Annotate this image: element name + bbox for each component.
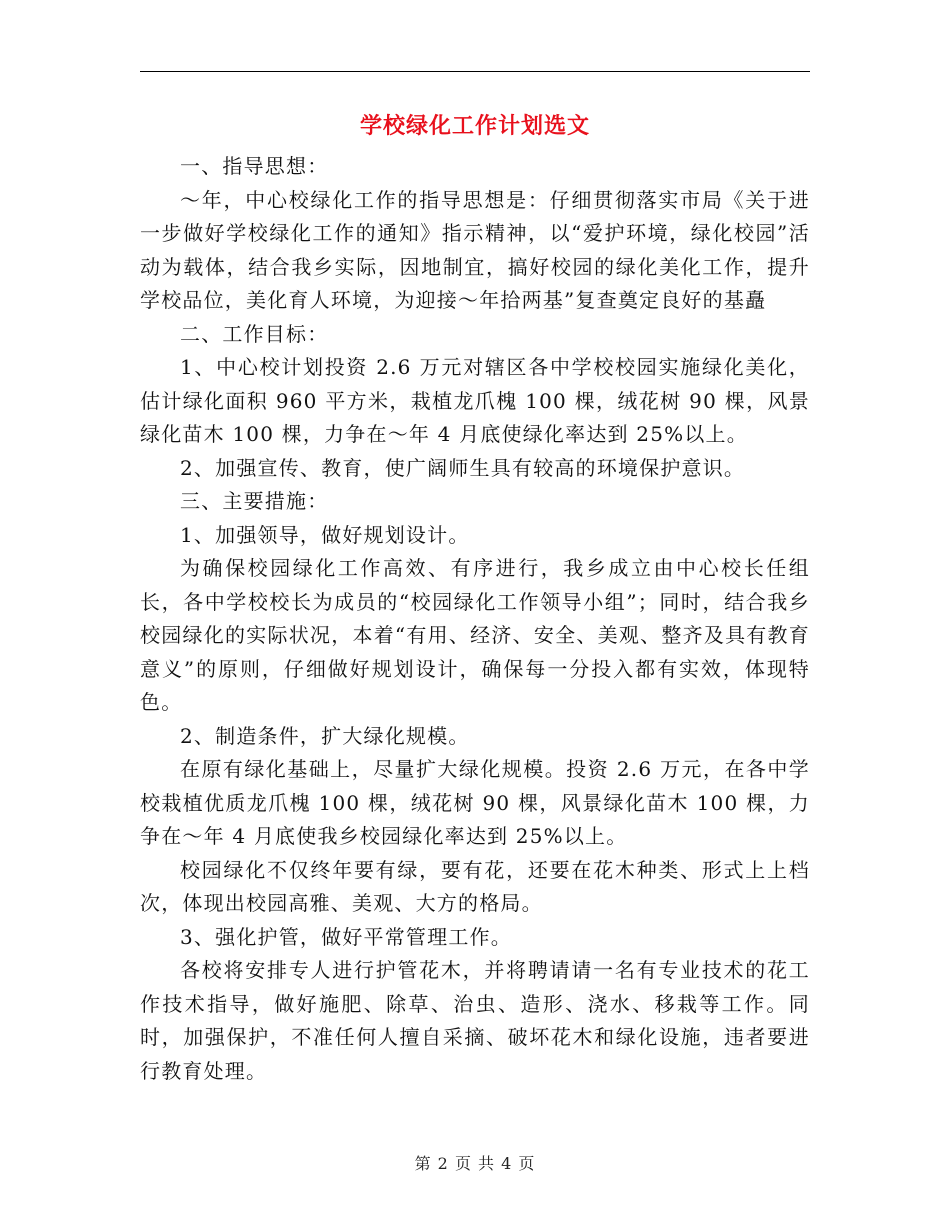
document-body [140,150,810,1088]
page-footer: 第 2 页 共 4 页 [414,1154,536,1173]
paragraph-goal-1: 1、中心校计划投资 2.6 万元对辖区各中学校校园实施绿化美化，估计绿化面积 960 平方米，栽植龙爪槐 100 棵，绒花树 90 棵，风景绿化苗木 100 棵，力争在～年 4 月底使绿化率达到 25%以上。 [140,355,810,446]
section-heading-work-goals: 二、工作目标： [180,321,329,346]
paragraph-measure-2b: 校园绿化不仅终年要有绿，要有花，还要在花木种类、形式上上档次，体现出校园高雅、美观、大方的格局。 [140,857,810,915]
paragraph-goal-2: 2、加强宣传、教育，使广阔师生具有较高的环境保护意识。 [180,455,746,480]
subheading-measure-3: 3、强化护管，做好平常管理工作。 [180,924,512,949]
paragraph-measure-2a: 在原有绿化基础上，尽量扩大绿化规模。投资 2.6 万元，在各中学校栽植优质龙爪槐 100 棵，绒花树 90 棵，风景绿化苗木 100 棵，力争在～年 4 月底使我乡校园绿化率达到 25%以上。 [140,757,810,848]
section-heading-guiding-ideas: 一、指导思想： [180,154,329,178]
document-title: 学校绿化工作计划选文 [359,113,590,139]
paragraph-guiding-ideas: ～年，中心校绿化工作的指导思想是：仔细贯彻落实市局《关于进一步做好学校绿化工作的通知》指示精神，以“爱护环境，绿化校园”活动为载体，结合我乡实际，因地制宜，搞好校园的绿化美化工作，提升学校品位，美化育人环境，为迎接～年拾两基”复查奠定良好的基矗 [140,187,810,312]
paragraph-measure-3: 各校将安排专人进行护管花木，并将聘请请一名有专业技术的花工作技术指导，做好施肥、除草、治虫、造形、浇水、移栽等工作。同时，加强保护，不准任何人擅自采摘、破坏花木和绿化设施，违者要进行教育处理。 [140,958,810,1083]
subheading-measure-1: 1、加强领导，做好规划设计。 [180,522,470,547]
paragraph-measure-1: 为确保校园绿化工作高效、有序进行，我乡成立由中心校长任组长，各中学校校长为成员的“校园绿化工作领导小组”；同时，结合我乡校园绿化的实际状况，本着“有用、经济、安全、美观、整齐及具有教育意义”的原则，仔细做好规划设计，确保每一分投入都有实效，体现特色。 [140,556,810,714]
header-rule [140,71,810,72]
section-heading-main-measures: 三、主要措施： [180,489,329,513]
subheading-measure-2: 2、制造条件，扩大绿化规模。 [180,723,470,748]
